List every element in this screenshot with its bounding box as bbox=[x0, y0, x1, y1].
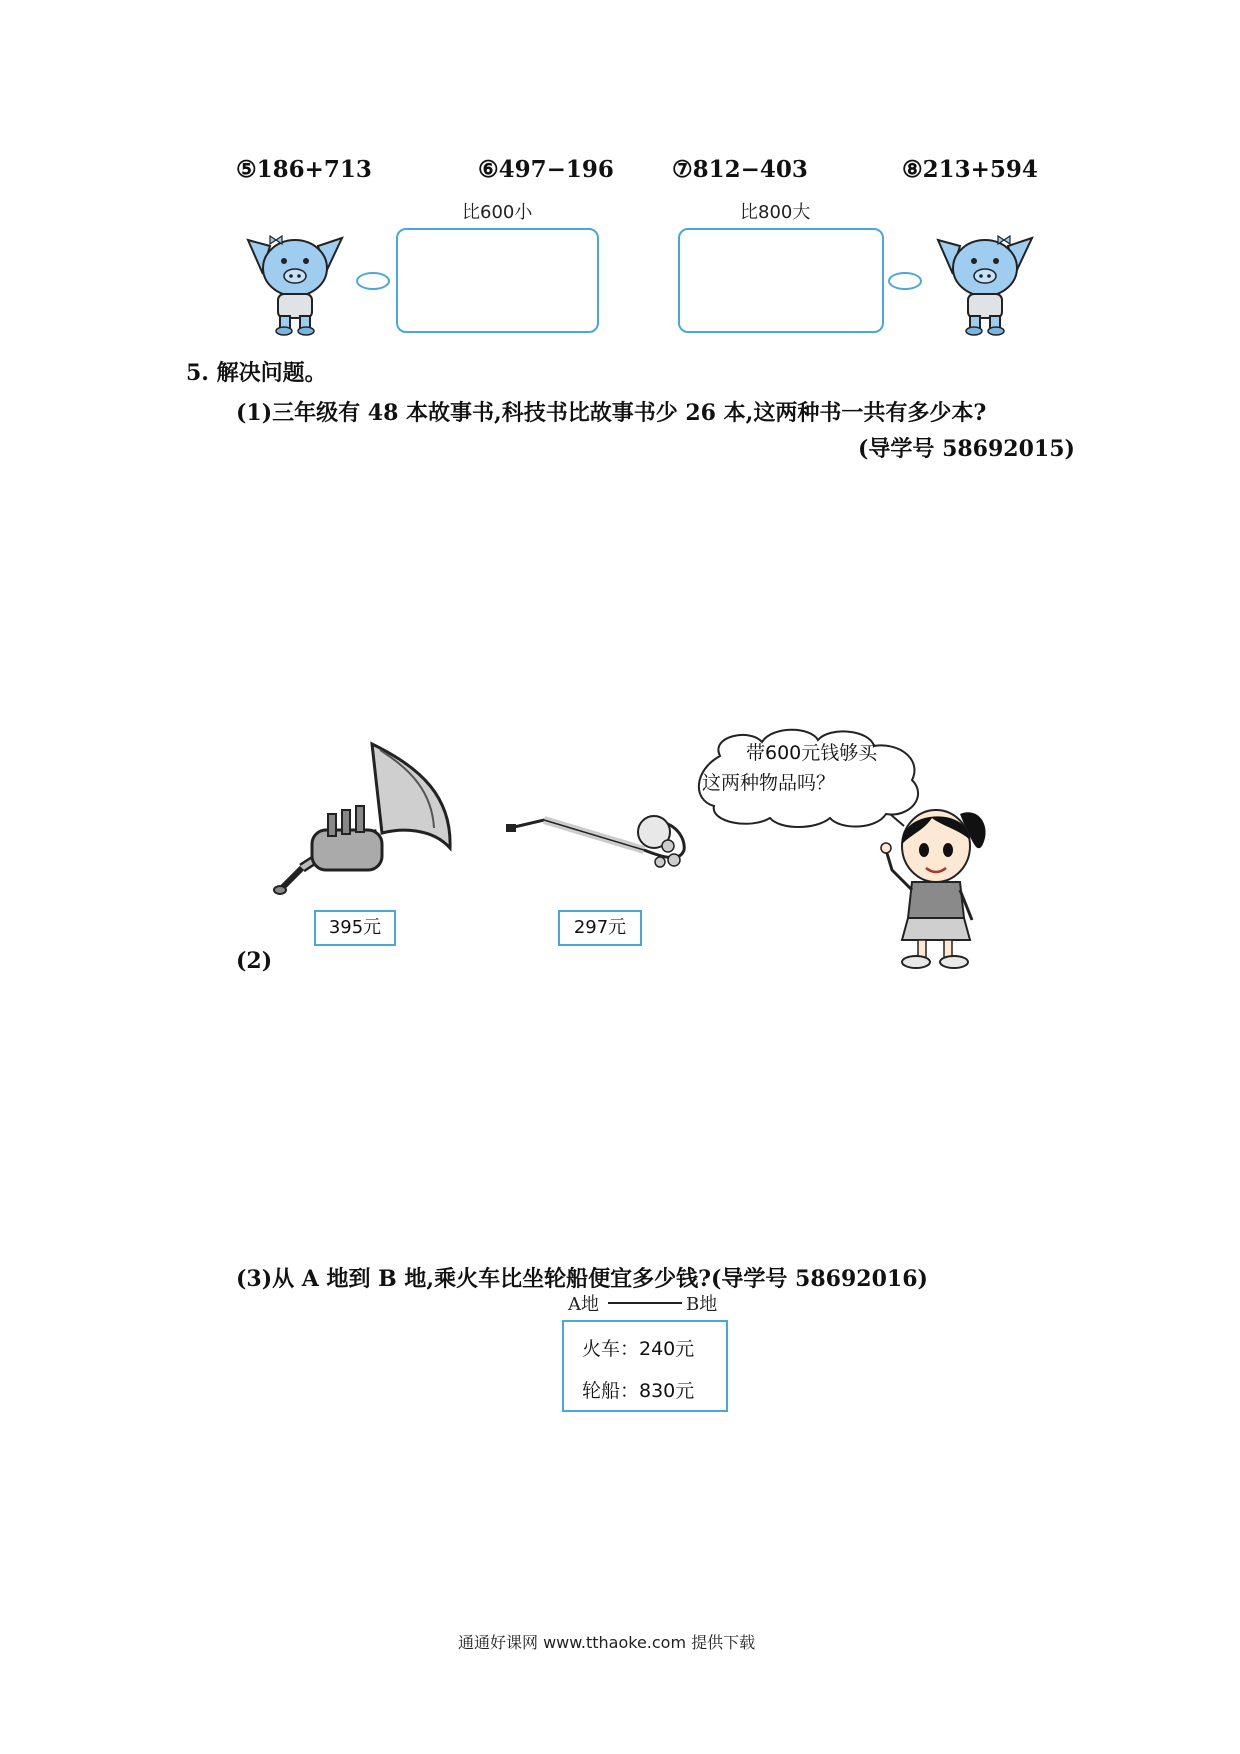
footer-text: 通通好课网 www.tthaoke.com 提供下载 bbox=[458, 1633, 756, 1652]
thought-bubble-right bbox=[888, 272, 922, 290]
train-price: 火车：240元 bbox=[582, 1338, 695, 1360]
saxophone-icon bbox=[504, 790, 690, 890]
route-from: A地 bbox=[568, 1294, 599, 1315]
ship-price: 轮船：830元 bbox=[582, 1380, 695, 1402]
route-to: B地 bbox=[686, 1294, 718, 1315]
expression-7: ⑦812−403 bbox=[672, 156, 808, 183]
speech-line-2: 这两种物品吗？ bbox=[702, 772, 836, 794]
trumpet-icon bbox=[272, 738, 458, 898]
trumpet-price: 395元 bbox=[314, 910, 396, 946]
girl-icon bbox=[872, 800, 1000, 972]
saxophone-price: 297元 bbox=[558, 910, 642, 946]
compare-label-left: 比600小 bbox=[462, 202, 533, 223]
question-3-text: (3)从 A 地到 B 地,乘火车比坐轮船便宜多少钱?(导学号 58692016) bbox=[236, 1266, 928, 1292]
question-1-text: (1)三年级有 48 本故事书,科技书比故事书少 26 本,这两种书一共有多少本? bbox=[236, 400, 987, 426]
question-2-label: (2) bbox=[236, 948, 273, 974]
expression-8: ⑧213+594 bbox=[902, 156, 1038, 183]
expression-6: ⑥497−196 bbox=[478, 156, 614, 183]
question-1-ref: (导学号 58692015) bbox=[858, 436, 1075, 462]
transport-price-box bbox=[562, 1320, 728, 1412]
route-line bbox=[608, 1302, 682, 1304]
thought-bubble-left bbox=[356, 272, 390, 290]
pig-icon bbox=[930, 228, 1040, 336]
expression-5: ⑤186+713 bbox=[236, 156, 372, 183]
answer-box-right[interactable] bbox=[678, 228, 884, 333]
answer-box-left[interactable] bbox=[396, 228, 599, 333]
compare-label-right: 比800大 bbox=[740, 202, 811, 223]
speech-line-1: 带600元钱够买 bbox=[746, 742, 878, 764]
section-heading: 5. 解决问题。 bbox=[186, 360, 327, 386]
pig-icon bbox=[240, 228, 350, 336]
